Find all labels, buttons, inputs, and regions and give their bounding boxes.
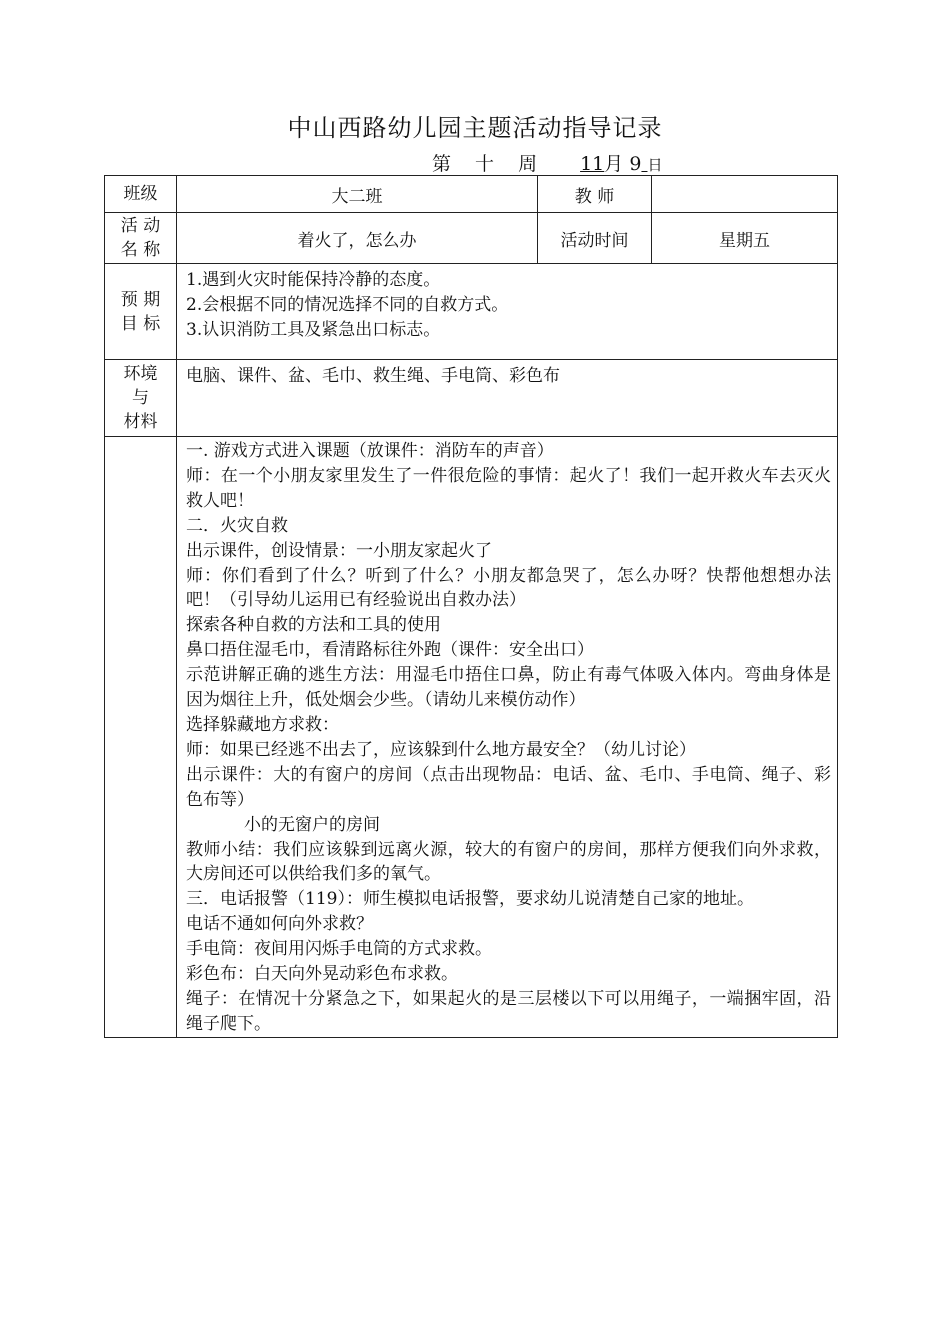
activity-name-value: 着火了，怎么办 [177, 213, 538, 264]
day-suffix: 日 [647, 156, 663, 174]
goal-item: 1.遇到火灾时能保持冷静的态度。 [186, 270, 441, 290]
activity-name-label-line2: 名 称 [120, 240, 161, 260]
week-label: 第 十 周 [432, 153, 547, 175]
class-value: 大二班 [177, 176, 538, 213]
process-line: 探索各种自救的方法和工具的使用 [186, 615, 441, 636]
process-line: 师：在一个小朋友家里发生了一件很危险的事情：起火了！我们一起开救火车去灭火救人吧！ [186, 465, 831, 511]
table-row [105, 176, 838, 213]
process-line: 电话不通如何向外求救？ [186, 914, 373, 935]
table-row [105, 360, 838, 437]
table-row [105, 213, 838, 264]
month-value: 11 [580, 153, 605, 175]
process-line: 鼻口捂住湿毛巾，看清路标往外跑（课件：安全出口） [186, 640, 594, 661]
process-content [177, 437, 838, 1038]
process-label-cell [105, 437, 177, 1038]
process-line: 选择躲藏地方求救： [186, 714, 339, 735]
goals-label-line2: 目 标 [120, 313, 161, 334]
activity-record-table [104, 175, 838, 1038]
document-title: 中山西路幼儿园主题活动指导记录 [287, 114, 663, 142]
materials-content: 电脑、课件、盆、毛巾、救生绳、手电筒、彩色布 [177, 360, 838, 437]
process-line: 二．火灾自救 [186, 515, 288, 536]
process-line: 手电筒：夜间用闪烁手电筒的方式求救。 [186, 939, 492, 960]
materials-label-line2: 与 [132, 388, 149, 408]
goal-item: 2.会根据不同的情况选择不同的自救方式。 [186, 295, 509, 315]
process-line: 师：如果已经逃不出去了，应该躲到什么地方最安全？（幼儿讨论） [186, 739, 696, 760]
goals-content [177, 264, 838, 360]
teacher-value [652, 176, 838, 213]
process-line: 师：你们看到了什么？听到了什么？小朋友都急哭了，怎么办呀？快帮他想想办法吧！（引导幼儿运用已有经验说出自救办法） [186, 565, 831, 611]
process-line: 彩色布：白天向外晃动彩色布求救。 [186, 964, 458, 985]
activity-name-label-line1: 活 动 [120, 216, 161, 236]
goals-label [105, 264, 177, 360]
table-row [105, 264, 838, 360]
goal-item: 3.认识消防工具及紧急出口标志。 [186, 320, 441, 340]
class-label: 班级 [105, 176, 177, 213]
process-line: 小的无窗户的房间 [244, 814, 380, 835]
process-line: 出示课件：大的有窗户的房间（点击出现物品：电话、盆、毛巾、手电筒、绳子、彩色布等） [186, 764, 831, 810]
day-value: 9 [629, 153, 642, 175]
teacher-label: 教 师 [538, 176, 652, 213]
date-line [432, 149, 663, 176]
activity-time-value: 星期五 [652, 213, 838, 264]
process-line: 出示课件，创设情景：一小朋友家起火了 [186, 540, 492, 561]
process-line: 示范讲解正确的逃生方法：用湿毛巾捂住口鼻，防止有毒气体吸入体内。弯曲身体是因为烟往上升，低处烟会少些。（请幼儿来模仿动作） [186, 665, 831, 711]
process-line: 三．电话报警（119）：师生模拟电话报警，要求幼儿说清楚自己家的地址。 [186, 889, 754, 910]
table-row [105, 437, 838, 1038]
process-line: 绳子：在情况十分紧急之下，如果起火的是三层楼以下可以用绳子，一端捆牢固，沿绳子爬下。 [186, 988, 831, 1034]
activity-name-label [105, 213, 177, 264]
month-suffix: 月 [604, 153, 624, 175]
process-line: 一. 游戏方式进入课题（放课件：消防车的声音） [186, 441, 554, 461]
materials-label-line3: 材料 [123, 412, 158, 432]
materials-label-line1: 环境 [123, 364, 158, 384]
process-line: 教师小结：我们应该躲到远离火源，较大的有窗户的房间，那样方便我们向外求救，大房间还可以供给我们多的氧气。 [186, 839, 831, 885]
materials-label [105, 360, 177, 437]
goals-label-line1: 预 期 [120, 289, 161, 310]
activity-time-label: 活动时间 [538, 213, 652, 264]
